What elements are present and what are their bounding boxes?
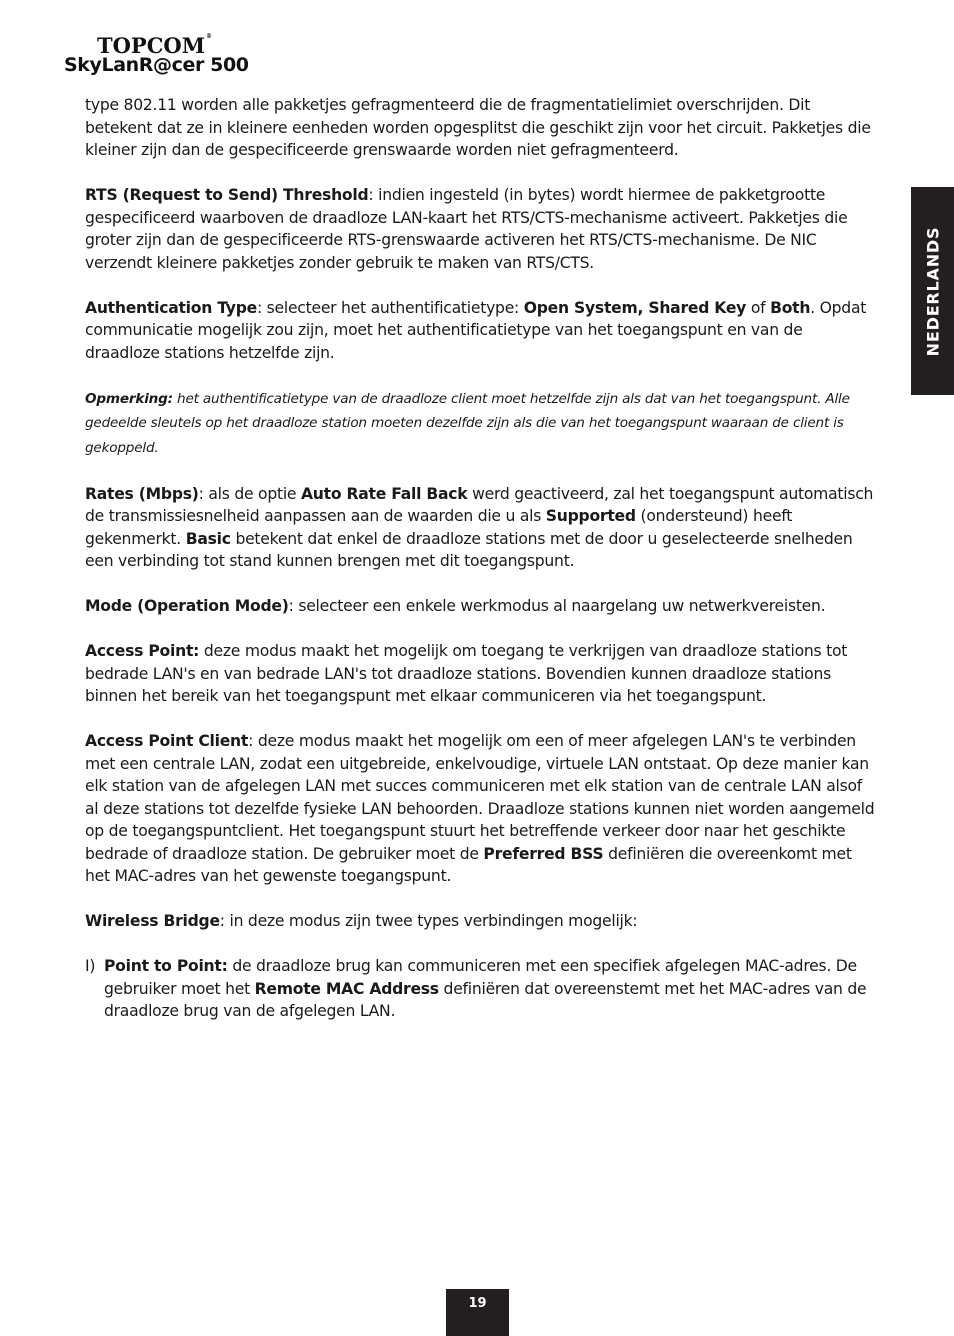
paragraph-rates: Rates (Mbps): als de optie Auto Rate Fall Back werd geactiveerd, zal het toegangspunt automatisch de transmissiesnelheid aanpassen aan de waarden die u als Supported (ondersteund) heeft gekenmerkt. Basic betekent dat enkel de draadloze stations met de door u geselecteerde snelheden een verbinding tot stand kunnen brengen met dit toegangspunt.: [85, 484, 874, 570]
page-number: 19: [446, 1289, 509, 1336]
paragraph-access-point-client: Access Point Client: deze modus maakt het mogelijk om een of meer afgelegen LAN's te verbinden met een centrale LAN, zodat een uitgebreide, enkelvoudige, virtuele LAN ontstaat. Op deze manier kan elk station van de afgelegen LAN met succes communiceren met elk station van de centrale LAN alsof al deze stations tot dezelfde fysieke LAN behoorden. Draadloze stations kunnen niet worden aangemeld op de toegangspuntclient. Het toegangspunt stuurt het betreffende verkeer door naar het geschikte bedrade of draadloze station. De gebruiker moet de Preferred BSS definiëren die overeenkomt met het MAC-adres van het gewenste toegangspunt.: [85, 732, 875, 885]
term-rates: Rates (Mbps): [85, 484, 199, 503]
list-item: [85, 955, 877, 1023]
list-marker: I): [85, 957, 96, 975]
language-tab: [911, 187, 954, 395]
product-name: SkyLanR@cer 500: [64, 54, 249, 76]
paragraph-mode: Mode (Operation Mode): selecteer een enkele werkmodus al naargelang uw netwerkvereisten.: [85, 597, 826, 615]
paragraph-access-point: Access Point: deze modus maakt het mogelijk om toegang te verkrijgen van draadloze stations tot bedrade LAN's en van bedrade LAN's tot draadloze stations. Bovendien kunnen draadloze stations binnen het bereik van het toegangspunt met elkaar communiceren via het toegangspunt.: [85, 642, 848, 705]
list-item-body: Point to Point: de draadloze brug kan communiceren met een specifiek afgelegen MAC-adres. De gebruiker moet het Remote MAC Address definiëren dat overeenstemt met het MAC-adres van de draadloze brug van de afgelegen LAN.: [104, 957, 867, 1020]
note-paragraph: Opmerking: het authentificatietype van de draadloze client moet hetzelfde zijn als dat van het toegangspunt. Alle gedeelde sleutels op het draadloze station moeten dezelfde zijn als die van het toegangspunt waaraan de client is gekoppeld.: [85, 390, 850, 456]
registered-mark: ®: [205, 33, 212, 40]
paragraph-fragmentation: type 802.11 worden alle pakketjes gefragmenteerd die de fragmentatielimiet overschrijden. Dit betekent dat ze in kleinere eenheden worden opgesplitst die geschikt zijn voor het circuit. Pakketjes die kleiner zijn dan de gespecificeerde grenswaarde worden niet gefragmenteerd.: [85, 96, 871, 159]
term-authentication: Authentication Type: [85, 298, 257, 317]
language-tab-label: NEDERLANDS: [923, 226, 942, 356]
paragraph-authentication: Authentication Type: selecteer het authentificatietype: Open System, Shared Key of Both. Opdat communicatie mogelijk zou zijn, moet het authentificatietype van het toegangspunt en van de draadloze stations hetzelfde zijn.: [85, 298, 867, 362]
term-access-point: Access Point:: [85, 642, 200, 660]
paragraph-wireless-bridge: Wireless Bridge: in deze modus zijn twee types verbindingen mogelijk:: [85, 912, 638, 930]
brand-name: TOPCOM: [97, 33, 205, 58]
term-point-to-point: Point to Point:: [104, 957, 228, 975]
term-wireless-bridge: Wireless Bridge: [85, 912, 220, 930]
term-access-point-client: Access Point Client: [85, 732, 249, 750]
term-mode: Mode (Operation Mode): [85, 597, 289, 615]
term-rts: RTS (Request to Send) Threshold: [85, 186, 369, 204]
paragraph-rts: RTS (Request to Send) Threshold: indien ingesteld (in bytes) wordt hiermee de pakketgrootte gespecificeerd waarboven de draadloze LAN-kaart het RTS/CTS-mechanisme activeert. Pakketjes die groter zijn dan de gespecificeerde RTS-grenswaarde activeren het RTS/CTS-mechanisme. De NIC verzendt kleinere pakketjes zonder gebruik te maken van RTS/CTS.: [85, 186, 848, 272]
note-label: Opmerking:: [85, 390, 173, 407]
main-content: [85, 94, 877, 1023]
